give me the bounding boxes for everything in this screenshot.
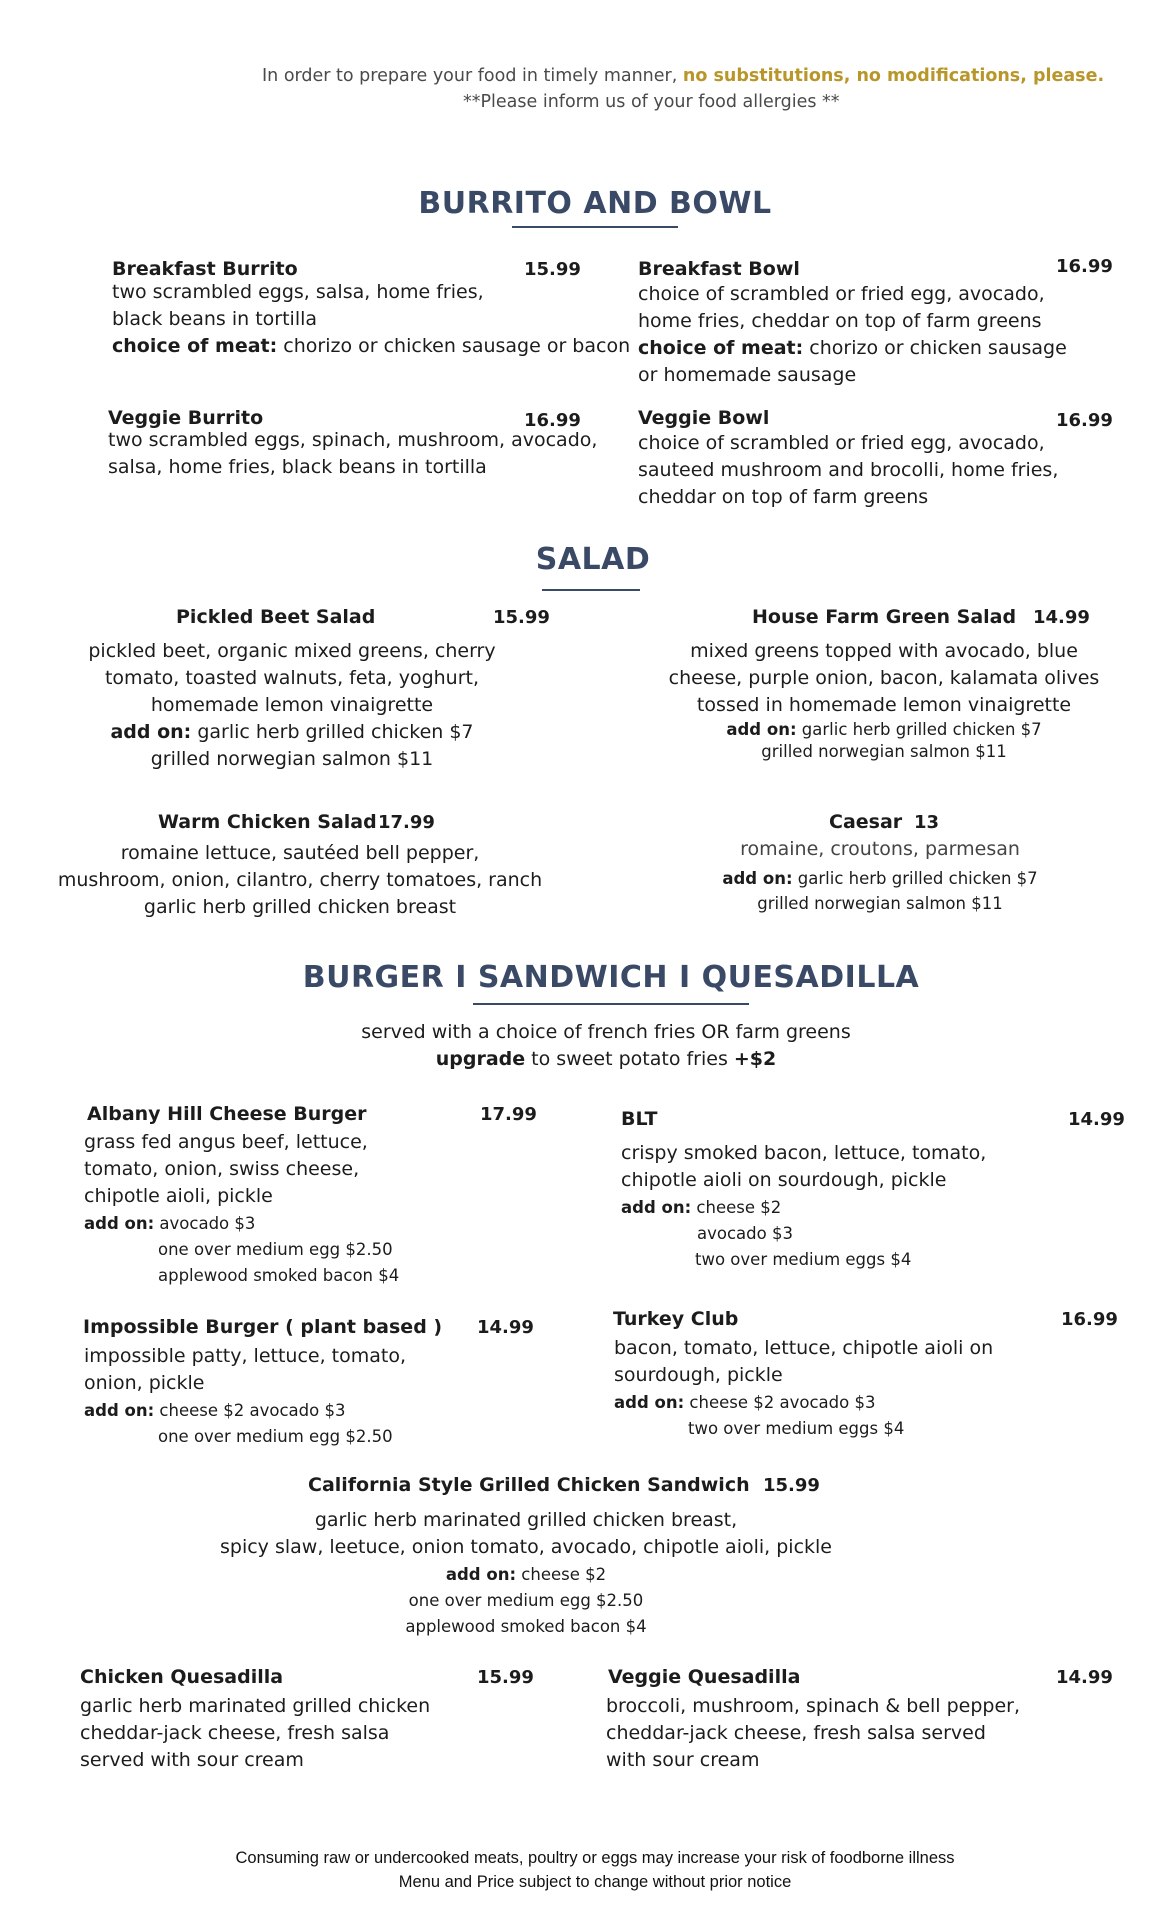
item-name: Breakfast Bowl [638, 258, 800, 280]
item-name: Caesar [829, 811, 903, 833]
addon [640, 719, 1128, 741]
addon-text: avocado $3 [154, 1214, 256, 1233]
desc-line: cheddar-jack cheese, fresh salsa [80, 1722, 390, 1744]
item-description [108, 427, 597, 481]
desc-line: cheddar-jack cheese, fresh salsa served [606, 1722, 986, 1744]
desc-line: one over medium egg $2.50 [158, 1240, 393, 1259]
addon [660, 865, 1100, 893]
desc-line: bacon, tomato, lettuce, chipotle aioli on [614, 1337, 994, 1359]
desc-line: tomato, toasted walnuts, feta, yoghurt, [104, 667, 480, 689]
addon-label: add on: [445, 1565, 517, 1584]
item-name: Breakfast Burrito [112, 258, 298, 280]
desc-line: salsa, home fries, black beans in tortilla [108, 456, 487, 478]
section-title-burrito-bowl: BURRITO AND BOWL [418, 186, 772, 221]
desc-line: chipotle aioli on sourdough, pickle [621, 1169, 947, 1191]
addon [614, 1389, 993, 1416]
desc-line: with sour cream [606, 1749, 760, 1771]
desc-line: one over medium egg $2.50 [408, 1591, 644, 1610]
desc-line: mushroom, onion, cilantro, cherry tomatoes, ranch [57, 869, 543, 891]
item-name: Veggie Burrito [108, 407, 264, 429]
desc-line: crispy smoked bacon, lettuce, tomato, [621, 1142, 987, 1164]
desc-line: grilled norwegian salmon $11 [150, 748, 434, 770]
desc-line: broccoli, mushroom, spinach & bell pepper, [606, 1695, 1021, 1717]
addon-label: add on: [84, 1401, 155, 1420]
item-price: 13 [914, 812, 940, 833]
addon [621, 1194, 986, 1221]
item-price: 16.99 [524, 410, 581, 431]
item-name: California Style Grilled Chicken Sandwich [308, 1474, 750, 1496]
desc-line: avocado $3 [697, 1224, 793, 1243]
item-price: 15.99 [524, 259, 581, 280]
addon [176, 1562, 876, 1588]
meat-choice [112, 333, 630, 360]
meat-label: choice of meat: [638, 337, 804, 359]
notice-highlight: no substitutions, no modifications, please. [682, 66, 1105, 86]
desc-line: mixed greens topped with avocado, blue [690, 640, 1078, 662]
upgrade-label: upgrade [435, 1048, 526, 1070]
meat-text: chorizo or chicken sausage [803, 337, 1067, 359]
item-description [176, 1507, 876, 1561]
item-description [84, 1343, 406, 1450]
desc-line: two scrambled eggs, salsa, home fries, [112, 281, 484, 303]
desc-line: two scrambled eggs, spinach, mushroom, avocado, [108, 429, 598, 451]
desc-line: garlic herb grilled chicken breast [143, 896, 457, 918]
desc-line: onion, pickle [84, 1372, 205, 1394]
section-title-salad: SALAD [535, 542, 651, 577]
meat-choice [638, 335, 1067, 362]
item-description [80, 1693, 430, 1774]
desc-line: grass fed angus beef, lettuce, [84, 1131, 368, 1153]
item-name: House Farm Green Salad [752, 606, 1017, 628]
item-name: Turkey Club [613, 1308, 739, 1330]
addon [84, 1210, 399, 1237]
item-description [640, 638, 1128, 763]
notice-text: In order to prepare your food in timely manner, [262, 66, 683, 86]
addon-text: garlic herb grilled chicken $7 [792, 869, 1038, 888]
item-name: Veggie Quesadilla [608, 1666, 801, 1688]
item-name: Pickled Beet Salad [176, 606, 376, 628]
notice-line-2: **Please inform us of your food allergies ** [463, 92, 840, 112]
section-title-burger: BURGER I SANDWICH I QUESADILLA [302, 960, 920, 995]
desc-line: grilled norwegian salmon $11 [757, 894, 1003, 913]
desc-line: homemade lemon vinaigrette [150, 694, 434, 716]
desc-line: chipotle aioli, pickle [84, 1185, 273, 1207]
desc-line: garlic herb marinated grilled chicken breast, [314, 1509, 738, 1531]
desc-line: romaine lettuce, sautéed bell pepper, [120, 842, 480, 864]
item-price: 14.99 [1056, 1667, 1113, 1688]
desc-line: applewood smoked bacon $4 [158, 1266, 400, 1285]
addon-text: garlic herb grilled chicken $7 [191, 721, 474, 743]
item-description [638, 430, 1058, 511]
addon-text: cheese $2 avocado $3 [684, 1393, 876, 1412]
item-price: 16.99 [1056, 256, 1113, 277]
desc-line: grilled norwegian salmon $11 [761, 742, 1007, 761]
addon-label: add on: [722, 869, 793, 888]
intro-line: served with a choice of french fries OR farm greens [361, 1021, 851, 1043]
desc-line: impossible patty, lettuce, tomato, [84, 1345, 407, 1367]
item-description [621, 1140, 986, 1273]
meat-text: chorizo or chicken sausage or bacon [277, 335, 631, 357]
desc-line: tomato, onion, swiss cheese, [84, 1158, 360, 1180]
desc-line: tossed in homemade lemon vinaigrette [696, 694, 1072, 716]
addon-label: add on: [621, 1198, 692, 1217]
addon [84, 1397, 406, 1424]
item-name: Warm Chicken Salad [158, 811, 377, 833]
item-price: 16.99 [1056, 410, 1113, 431]
desc-line: pickled beet, organic mixed greens, cherry [88, 640, 496, 662]
footer-disclaimer: Consuming raw or undercooked meats, poultry or eggs may increase your risk of foodborne illness [235, 1849, 955, 1867]
upgrade-price: +$2 [733, 1048, 777, 1070]
item-price: 15.99 [763, 1475, 820, 1496]
notice-line-1 [262, 66, 1104, 86]
desc-line: choice of scrambled or fried egg, avocado, [638, 432, 1045, 454]
section-rule [473, 1003, 749, 1005]
section-rule [512, 226, 678, 228]
item-name: Albany Hill Cheese Burger [87, 1103, 367, 1125]
desc-line: two over medium eggs $4 [688, 1419, 905, 1438]
item-name: BLT [621, 1108, 658, 1130]
addon-text: cheese $2 [516, 1565, 607, 1584]
footer-notice: Menu and Price subject to change without prior notice [398, 1873, 792, 1891]
desc-line: sauteed mushroom and brocolli, home fries, [638, 459, 1059, 481]
item-name: Chicken Quesadilla [80, 1666, 284, 1688]
burger-intro [0, 1019, 1166, 1073]
addon [50, 719, 534, 746]
desc-line: sourdough, pickle [614, 1364, 783, 1386]
item-price: 15.99 [477, 1667, 534, 1688]
addon-text: cheese $2 avocado $3 [154, 1401, 346, 1420]
item-description [112, 279, 630, 360]
upgrade-line [0, 1046, 1166, 1073]
item-name: Impossible Burger ( plant based ) [83, 1316, 443, 1338]
addon-label: add on: [110, 721, 192, 743]
desc-line: black beans in tortilla [112, 308, 318, 330]
addon-label: add on: [84, 1214, 155, 1233]
item-price: 17.99 [378, 812, 435, 833]
item-description [660, 836, 1100, 915]
desc-line: garlic herb marinated grilled chicken [80, 1695, 431, 1717]
desc-line: two over medium eggs $4 [695, 1250, 912, 1269]
desc-line: or homemade sausage [638, 364, 857, 386]
item-description [606, 1693, 1020, 1774]
item-description [50, 840, 550, 921]
desc-line: cheese, purple onion, bacon, kalamata olives [668, 667, 1100, 689]
meat-label: choice of meat: [112, 335, 278, 357]
item-description [50, 638, 534, 773]
section-rule [542, 589, 640, 591]
item-description [614, 1335, 993, 1442]
addon-text: garlic herb grilled chicken $7 [796, 720, 1042, 739]
desc-line: home fries, cheddar on top of farm greens [638, 310, 1042, 332]
desc-line: applewood smoked bacon $4 [405, 1617, 647, 1636]
desc-line: cheddar on top of farm greens [638, 486, 929, 508]
desc-line: choice of scrambled or fried egg, avocado, [638, 283, 1045, 305]
item-addons [176, 1562, 876, 1640]
item-price: 16.99 [1061, 1309, 1118, 1330]
item-name: Veggie Bowl [638, 407, 770, 429]
item-price: 14.99 [1033, 607, 1090, 628]
addon-text: cheese $2 [691, 1198, 782, 1217]
desc-line: spicy slaw, leetuce, onion tomato, avocado, chipotle aioli, pickle [219, 1536, 833, 1558]
item-description [84, 1129, 399, 1289]
desc-line: one over medium egg $2.50 [158, 1427, 393, 1446]
item-description [638, 281, 1067, 389]
desc-line: served with sour cream [80, 1749, 304, 1771]
item-price: 15.99 [493, 607, 550, 628]
addon-label: add on: [726, 720, 797, 739]
item-breakfast-burrito [112, 258, 298, 280]
desc-line: romaine, croutons, parmesan [740, 838, 1020, 860]
upgrade-text: to sweet potato fries [525, 1048, 734, 1070]
item-price: 14.99 [1068, 1109, 1125, 1130]
item-price: 17.99 [480, 1104, 537, 1125]
item-price: 14.99 [477, 1317, 534, 1338]
addon-label: add on: [614, 1393, 685, 1412]
